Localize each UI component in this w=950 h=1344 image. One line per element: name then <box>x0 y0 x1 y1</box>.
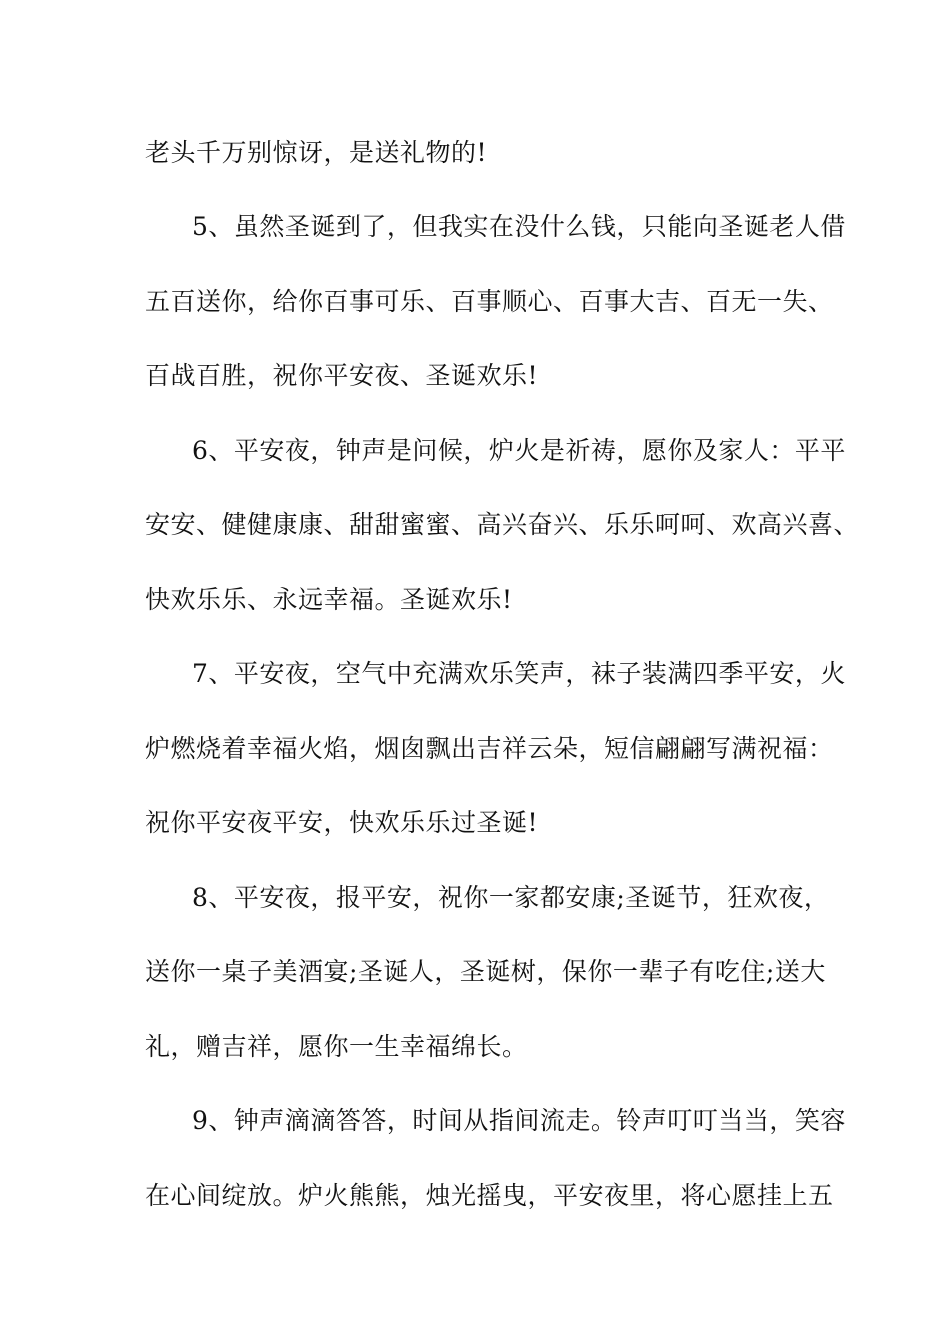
text-line: 送你一桌子美酒宴;圣诞人，圣诞树，保你一辈子有吃住;送大 <box>145 957 826 986</box>
text-line: 礼，赠吉祥，愿你一生幸福绵长。 <box>145 1032 528 1061</box>
paragraph-7-first-line: 7、平安夜，空气中充满欢乐笑声，袜子装满四季平安，火 <box>192 659 846 688</box>
text-line: 炉燃烧着幸福火焰，烟囱飘出吉祥云朵，短信翩翩写满祝福： <box>145 734 834 763</box>
text-line: 祝你平安夜平安，快欢乐乐过圣诞! <box>145 808 539 837</box>
text-line: 五百送你，给你百事可乐、百事顺心、百事大吉、百无一失、 <box>145 287 834 316</box>
text-line: 百战百胜，祝你平安夜、圣诞欢乐! <box>145 361 539 390</box>
text-line: 安安、健健康康、甜甜蜜蜜、高兴奋兴、乐乐呵呵、欢高兴喜、 <box>145 510 860 539</box>
text-line: 快欢乐乐、永远幸福。圣诞欢乐! <box>145 585 513 614</box>
text-line: 老头千万别惊讶，是送礼物的! <box>145 138 488 167</box>
paragraph-6-first-line: 6、平安夜，钟声是问候，炉火是祈祷，愿你及家人：平平 <box>192 436 846 465</box>
paragraph-9-first-line: 9、钟声滴滴答答，时间从指间流走。铃声叮叮当当，笑容 <box>192 1106 846 1135</box>
text-line: 在心间绽放。炉火熊熊，烛光摇曳，平安夜里，将心愿挂上五 <box>145 1181 834 1210</box>
paragraph-8-first-line: 8、平安夜，报平安，祝你一家都安康;圣诞节，狂欢夜， <box>192 883 830 912</box>
paragraph-5-first-line: 5、虽然圣诞到了，但我实在没什么钱，只能向圣诞老人借 <box>192 212 846 241</box>
